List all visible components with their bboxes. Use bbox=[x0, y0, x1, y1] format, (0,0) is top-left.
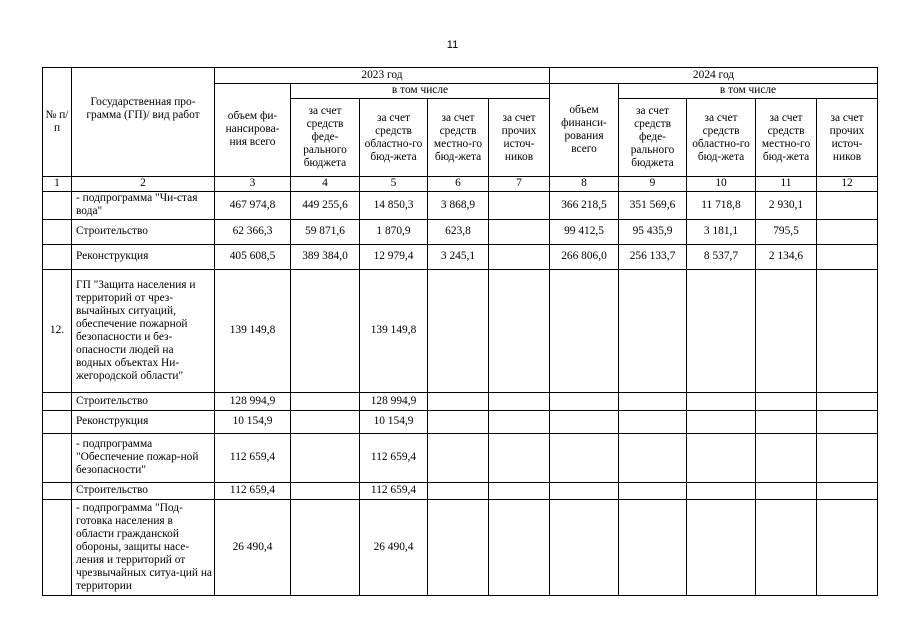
row-value: 351 569,6 bbox=[619, 191, 687, 219]
row-value bbox=[619, 433, 687, 482]
table-row bbox=[43, 244, 878, 269]
column-number: 2 bbox=[72, 177, 215, 192]
row-value: 112 659,4 bbox=[215, 433, 291, 482]
row-value bbox=[756, 482, 817, 500]
header-program: Государственная про-грамма (ГП)/ вид работ bbox=[72, 68, 215, 177]
row-value bbox=[291, 500, 360, 596]
row-value bbox=[489, 433, 550, 482]
row-value: 26 490,4 bbox=[215, 500, 291, 596]
header-local-2024: за счет средств местно-го бюд-жета bbox=[756, 99, 817, 177]
row-value: 623,8 bbox=[428, 219, 489, 244]
row-value bbox=[687, 269, 756, 393]
row-value bbox=[489, 191, 550, 219]
row-value bbox=[489, 244, 550, 269]
row-value bbox=[619, 500, 687, 596]
row-value: 14 850,3 bbox=[360, 191, 428, 219]
column-number: 9 bbox=[619, 177, 687, 192]
row-program-name: - подпрограмма "Чи-стая вода" bbox=[72, 191, 215, 219]
row-value bbox=[428, 410, 489, 433]
row-value bbox=[687, 410, 756, 433]
table-row bbox=[43, 219, 878, 244]
header-local-2023: за счет средств местно-го бюд-жета bbox=[428, 99, 489, 177]
row-value bbox=[428, 393, 489, 411]
row-program-name: - подпрограмма "Обеспечение пожар-ной безопасности" bbox=[72, 433, 215, 482]
column-number: 8 bbox=[550, 177, 619, 192]
row-value: 128 994,9 bbox=[215, 393, 291, 411]
row-value: 128 994,9 bbox=[360, 393, 428, 411]
header-total-2023: объем фи-нансирова-ния всего bbox=[215, 83, 291, 177]
header-other-2024: за счет прочих источ-ников bbox=[817, 99, 878, 177]
column-number: 11 bbox=[756, 177, 817, 192]
header-year-2023: 2023 год bbox=[215, 68, 550, 84]
row-value: 59 871,6 bbox=[291, 219, 360, 244]
header-regional-2023: за счет средств областно-го бюд-жета bbox=[360, 99, 428, 177]
row-program-name: Строительство bbox=[72, 393, 215, 411]
row-number bbox=[43, 244, 72, 269]
row-value bbox=[291, 482, 360, 500]
table-row bbox=[43, 433, 878, 482]
row-value: 2 930,1 bbox=[756, 191, 817, 219]
header-total-2024: объем финанси-рования всего bbox=[550, 83, 619, 177]
table-row bbox=[43, 482, 878, 500]
row-number bbox=[43, 482, 72, 500]
column-number: 5 bbox=[360, 177, 428, 192]
row-value bbox=[619, 482, 687, 500]
financing-table bbox=[42, 67, 878, 596]
row-value bbox=[489, 219, 550, 244]
row-value bbox=[817, 393, 878, 411]
page-number: 11 bbox=[446, 39, 459, 51]
row-value: 10 154,9 bbox=[215, 410, 291, 433]
table-row bbox=[43, 500, 878, 596]
header-year-2024: 2024 год bbox=[550, 68, 878, 84]
table-row bbox=[43, 191, 878, 219]
row-number bbox=[43, 191, 72, 219]
row-value bbox=[619, 410, 687, 433]
row-value bbox=[817, 433, 878, 482]
column-number: 4 bbox=[291, 177, 360, 192]
row-value: 795,5 bbox=[756, 219, 817, 244]
row-value bbox=[489, 410, 550, 433]
row-value: 139 149,8 bbox=[215, 269, 291, 393]
row-value: 256 133,7 bbox=[619, 244, 687, 269]
row-number bbox=[43, 219, 72, 244]
row-value: 95 435,9 bbox=[619, 219, 687, 244]
table-row bbox=[43, 410, 878, 433]
table-row bbox=[43, 393, 878, 411]
row-value bbox=[687, 500, 756, 596]
row-value: 3 868,9 bbox=[428, 191, 489, 219]
header-num: № п/п bbox=[43, 68, 72, 177]
row-value bbox=[291, 433, 360, 482]
row-program-name: - подпрограмма "Под-готовка населения в области гражданской обороны, защиты насе-ления и территорий от чрезвычайных ситуа-ций на территории bbox=[72, 500, 215, 596]
row-value bbox=[756, 410, 817, 433]
row-value bbox=[489, 269, 550, 393]
row-program-name: Строительство bbox=[72, 482, 215, 500]
row-value bbox=[817, 244, 878, 269]
row-value bbox=[428, 482, 489, 500]
row-value: 139 149,8 bbox=[360, 269, 428, 393]
row-value: 3 245,1 bbox=[428, 244, 489, 269]
row-value: 3 181,1 bbox=[687, 219, 756, 244]
row-value bbox=[756, 393, 817, 411]
row-value: 10 154,9 bbox=[360, 410, 428, 433]
row-value bbox=[291, 410, 360, 433]
column-numbers-row bbox=[43, 177, 878, 192]
row-value bbox=[428, 269, 489, 393]
header-other-2023: за счет прочих источ-ников bbox=[489, 99, 550, 177]
row-number: 12. bbox=[43, 269, 72, 393]
column-number: 12 bbox=[817, 177, 878, 192]
row-value bbox=[489, 482, 550, 500]
row-value: 2 134,6 bbox=[756, 244, 817, 269]
row-value: 366 218,5 bbox=[550, 191, 619, 219]
row-value bbox=[687, 482, 756, 500]
row-value: 266 806,0 bbox=[550, 244, 619, 269]
row-value bbox=[817, 482, 878, 500]
row-value: 112 659,4 bbox=[360, 433, 428, 482]
row-value bbox=[687, 433, 756, 482]
row-value: 389 384,0 bbox=[291, 244, 360, 269]
header-incl-2023: в том числе bbox=[291, 83, 550, 99]
row-value bbox=[619, 269, 687, 393]
row-value bbox=[756, 433, 817, 482]
row-value bbox=[817, 269, 878, 393]
row-value bbox=[489, 393, 550, 411]
row-value: 1 870,9 bbox=[360, 219, 428, 244]
row-value: 405 608,5 bbox=[215, 244, 291, 269]
row-value bbox=[550, 269, 619, 393]
row-value bbox=[550, 393, 619, 411]
row-value: 112 659,4 bbox=[360, 482, 428, 500]
row-value bbox=[550, 433, 619, 482]
row-value: 11 718,8 bbox=[687, 191, 756, 219]
row-value bbox=[619, 393, 687, 411]
row-program-name: Строительство bbox=[72, 219, 215, 244]
header-incl-2024: в том числе bbox=[619, 83, 878, 99]
row-value bbox=[550, 482, 619, 500]
row-value: 62 366,3 bbox=[215, 219, 291, 244]
row-value bbox=[687, 393, 756, 411]
row-value bbox=[817, 219, 878, 244]
row-value bbox=[756, 269, 817, 393]
row-value bbox=[291, 269, 360, 393]
row-value bbox=[291, 393, 360, 411]
header-regional-2024: за счет средств областно-го бюд-жета bbox=[687, 99, 756, 177]
row-value bbox=[428, 500, 489, 596]
header-federal-2023: за счет средств феде-рального бюджета bbox=[291, 99, 360, 177]
row-value bbox=[817, 500, 878, 596]
column-number: 6 bbox=[428, 177, 489, 192]
column-number: 1 bbox=[43, 177, 72, 192]
row-number bbox=[43, 393, 72, 411]
row-value bbox=[756, 500, 817, 596]
header-federal-2024: за счет средств феде-рального бюджета bbox=[619, 99, 687, 177]
column-number: 10 bbox=[687, 177, 756, 192]
row-value: 26 490,4 bbox=[360, 500, 428, 596]
row-value: 8 537,7 bbox=[687, 244, 756, 269]
row-number bbox=[43, 500, 72, 596]
row-program-name: Реконструкция bbox=[72, 244, 215, 269]
column-number: 7 bbox=[489, 177, 550, 192]
row-value: 99 412,5 bbox=[550, 219, 619, 244]
row-value bbox=[428, 433, 489, 482]
row-value: 449 255,6 bbox=[291, 191, 360, 219]
row-value bbox=[550, 500, 619, 596]
row-program-name: ГП "Защита населения и территорий от чрез-вычайных ситуаций, обеспечение пожарной безопасности и без-опасности людей на водных объектах Ни-жегородской области" bbox=[72, 269, 215, 393]
row-value: 12 979,4 bbox=[360, 244, 428, 269]
row-number bbox=[43, 433, 72, 482]
row-value bbox=[817, 410, 878, 433]
column-number: 3 bbox=[215, 177, 291, 192]
row-value: 112 659,4 bbox=[215, 482, 291, 500]
row-value: 467 974,8 bbox=[215, 191, 291, 219]
row-value bbox=[817, 191, 878, 219]
row-value bbox=[550, 410, 619, 433]
table-row bbox=[43, 269, 878, 393]
row-program-name: Реконструкция bbox=[72, 410, 215, 433]
row-number bbox=[43, 410, 72, 433]
row-value bbox=[489, 500, 550, 596]
